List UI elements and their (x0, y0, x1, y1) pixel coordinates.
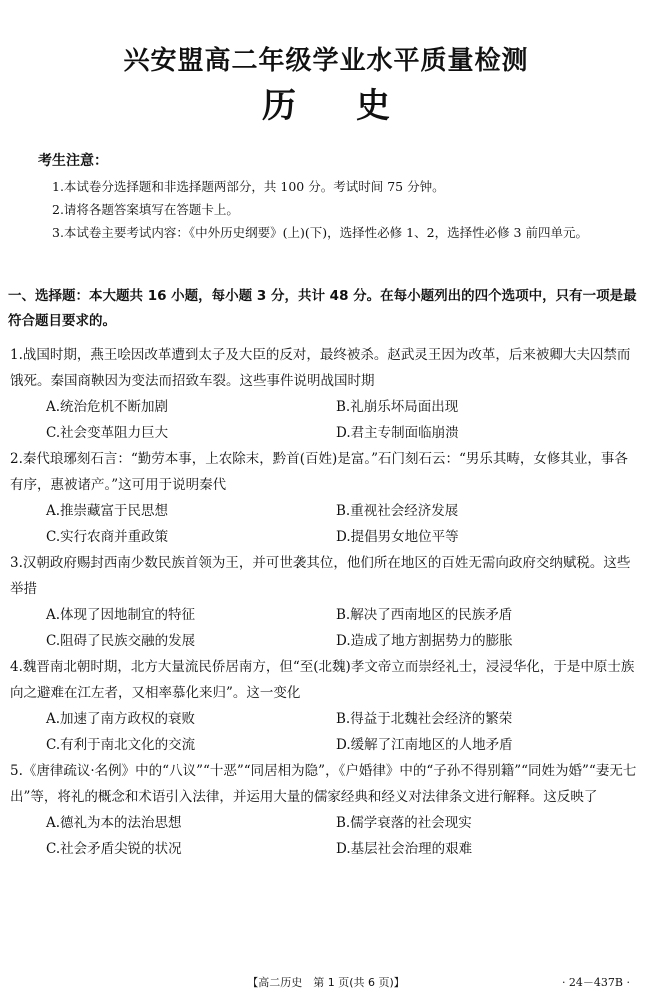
notice-item: 2.请将各题答案填写在答题卡上。 (52, 202, 239, 217)
notice-block (34, 150, 634, 244)
question-3 (10, 550, 640, 654)
option-c[interactable]: C.社会变革阻力巨大 (46, 425, 169, 441)
option-c[interactable]: C.实行农商并重政策 (46, 529, 169, 545)
option-d[interactable]: D.提倡男女地位平等 (336, 529, 459, 545)
option-a[interactable]: A.推崇藏富于民思想 (46, 503, 169, 519)
notice-title: 考生注意： (38, 153, 108, 169)
question-5 (10, 758, 640, 862)
option-a[interactable]: A.加速了南方政权的衰败 (46, 711, 196, 727)
question-stem: 3.汉朝政府赐封西南少数民族首领为王，并可世袭其位，他们所在地区的百姓无需向政府交纳赋税。这些举措 (10, 555, 631, 597)
paper-code: · 24－437B · (561, 976, 630, 989)
option-b[interactable]: B.礼崩乐坏局面出现 (336, 399, 459, 415)
option-a[interactable]: A.统治危机不断加剧 (46, 399, 169, 415)
option-d[interactable]: D.基层社会治理的艰难 (336, 841, 473, 857)
option-list (10, 394, 640, 446)
question-stem: 5.《唐律疏议·名例》中的“八议”“十恶”“同居相为隐”，《户婚律》中的“子孙不得别籍”“同姓为婚”“妻无七出”等，将礼的概念和术语引入法律，并运用大量的儒家经典和经义对法律条文进行解释。这反映了 (10, 763, 637, 805)
option-c[interactable]: C.社会矛盾尖锐的状况 (46, 841, 182, 857)
option-b[interactable]: B.儒学衰落的社会现实 (336, 815, 472, 831)
question-stem: 2.秦代琅琊刻石言：“勤劳本事，上农除末，黔首(百姓)是富。”石门刻石云：“男乐其畴，女修其业，事各有序，惠被诸产。”这可用于说明秦代 (10, 451, 628, 493)
option-d[interactable]: D.造成了地方割据势力的膨胀 (336, 633, 513, 649)
section-heading: 一、选择题：本大题共 16 小题，每小题 3 分，共计 48 分。在每小题列出的四个选项中，只有一项是最符合题目要求的。 (8, 288, 637, 329)
question-list (10, 342, 640, 862)
option-list (10, 498, 640, 550)
notice-item: 1.本试卷分选择题和非选择题两部分，共 100 分。考试时间 75 分钟。 (52, 179, 445, 194)
option-b[interactable]: B.得益于北魏社会经济的繁荣 (336, 711, 513, 727)
question-stem: 4.魏晋南北朝时期，北方大量流民侨居南方，但“至(北魏)孝文帝立而崇经礼士，浸浸华化，于是中原士族向之避难在江左者，又相率慕化来归”。这一变化 (10, 659, 635, 701)
option-b[interactable]: B.解决了西南地区的民族矛盾 (336, 607, 513, 623)
page-number: 【高二历史 第 1 页(共 6 页)】 (247, 976, 405, 989)
exam-title: 兴安盟高二年级学业水平质量检测 (123, 46, 529, 76)
option-list (10, 706, 640, 758)
question-1 (10, 342, 640, 446)
option-a[interactable]: A.体现了因地制宜的特征 (46, 607, 196, 623)
notice-item: 3.本试卷主要考试内容：《中外历史纲要》(上)(下)，选择性必修 1、2，选择性必修 3 前四单元。 (52, 225, 588, 240)
option-list (10, 810, 640, 862)
option-b[interactable]: B.重视社会经济发展 (336, 503, 459, 519)
page-footer (0, 973, 652, 993)
option-list (10, 602, 640, 654)
question-stem: 1.战国时期，燕王哙因改革遭到太子及大臣的反对，最终被杀。赵武灵王因为改革，后来被卿大夫囚禁而饿死。秦国商鞅因为变法而招致车裂。这些事件说明战国时期 (10, 347, 631, 389)
option-a[interactable]: A.德礼为本的法治思想 (46, 815, 182, 831)
option-d[interactable]: D.君主专制面临崩溃 (336, 425, 459, 441)
option-d[interactable]: D.缓解了江南地区的人地矛盾 (336, 737, 513, 753)
question-2 (10, 446, 640, 550)
question-4 (10, 654, 640, 758)
option-c[interactable]: C.有利于南北文化的交流 (46, 737, 196, 753)
exam-subject: 历史 (262, 86, 450, 126)
option-c[interactable]: C.阻碍了民族交融的发展 (46, 633, 196, 649)
